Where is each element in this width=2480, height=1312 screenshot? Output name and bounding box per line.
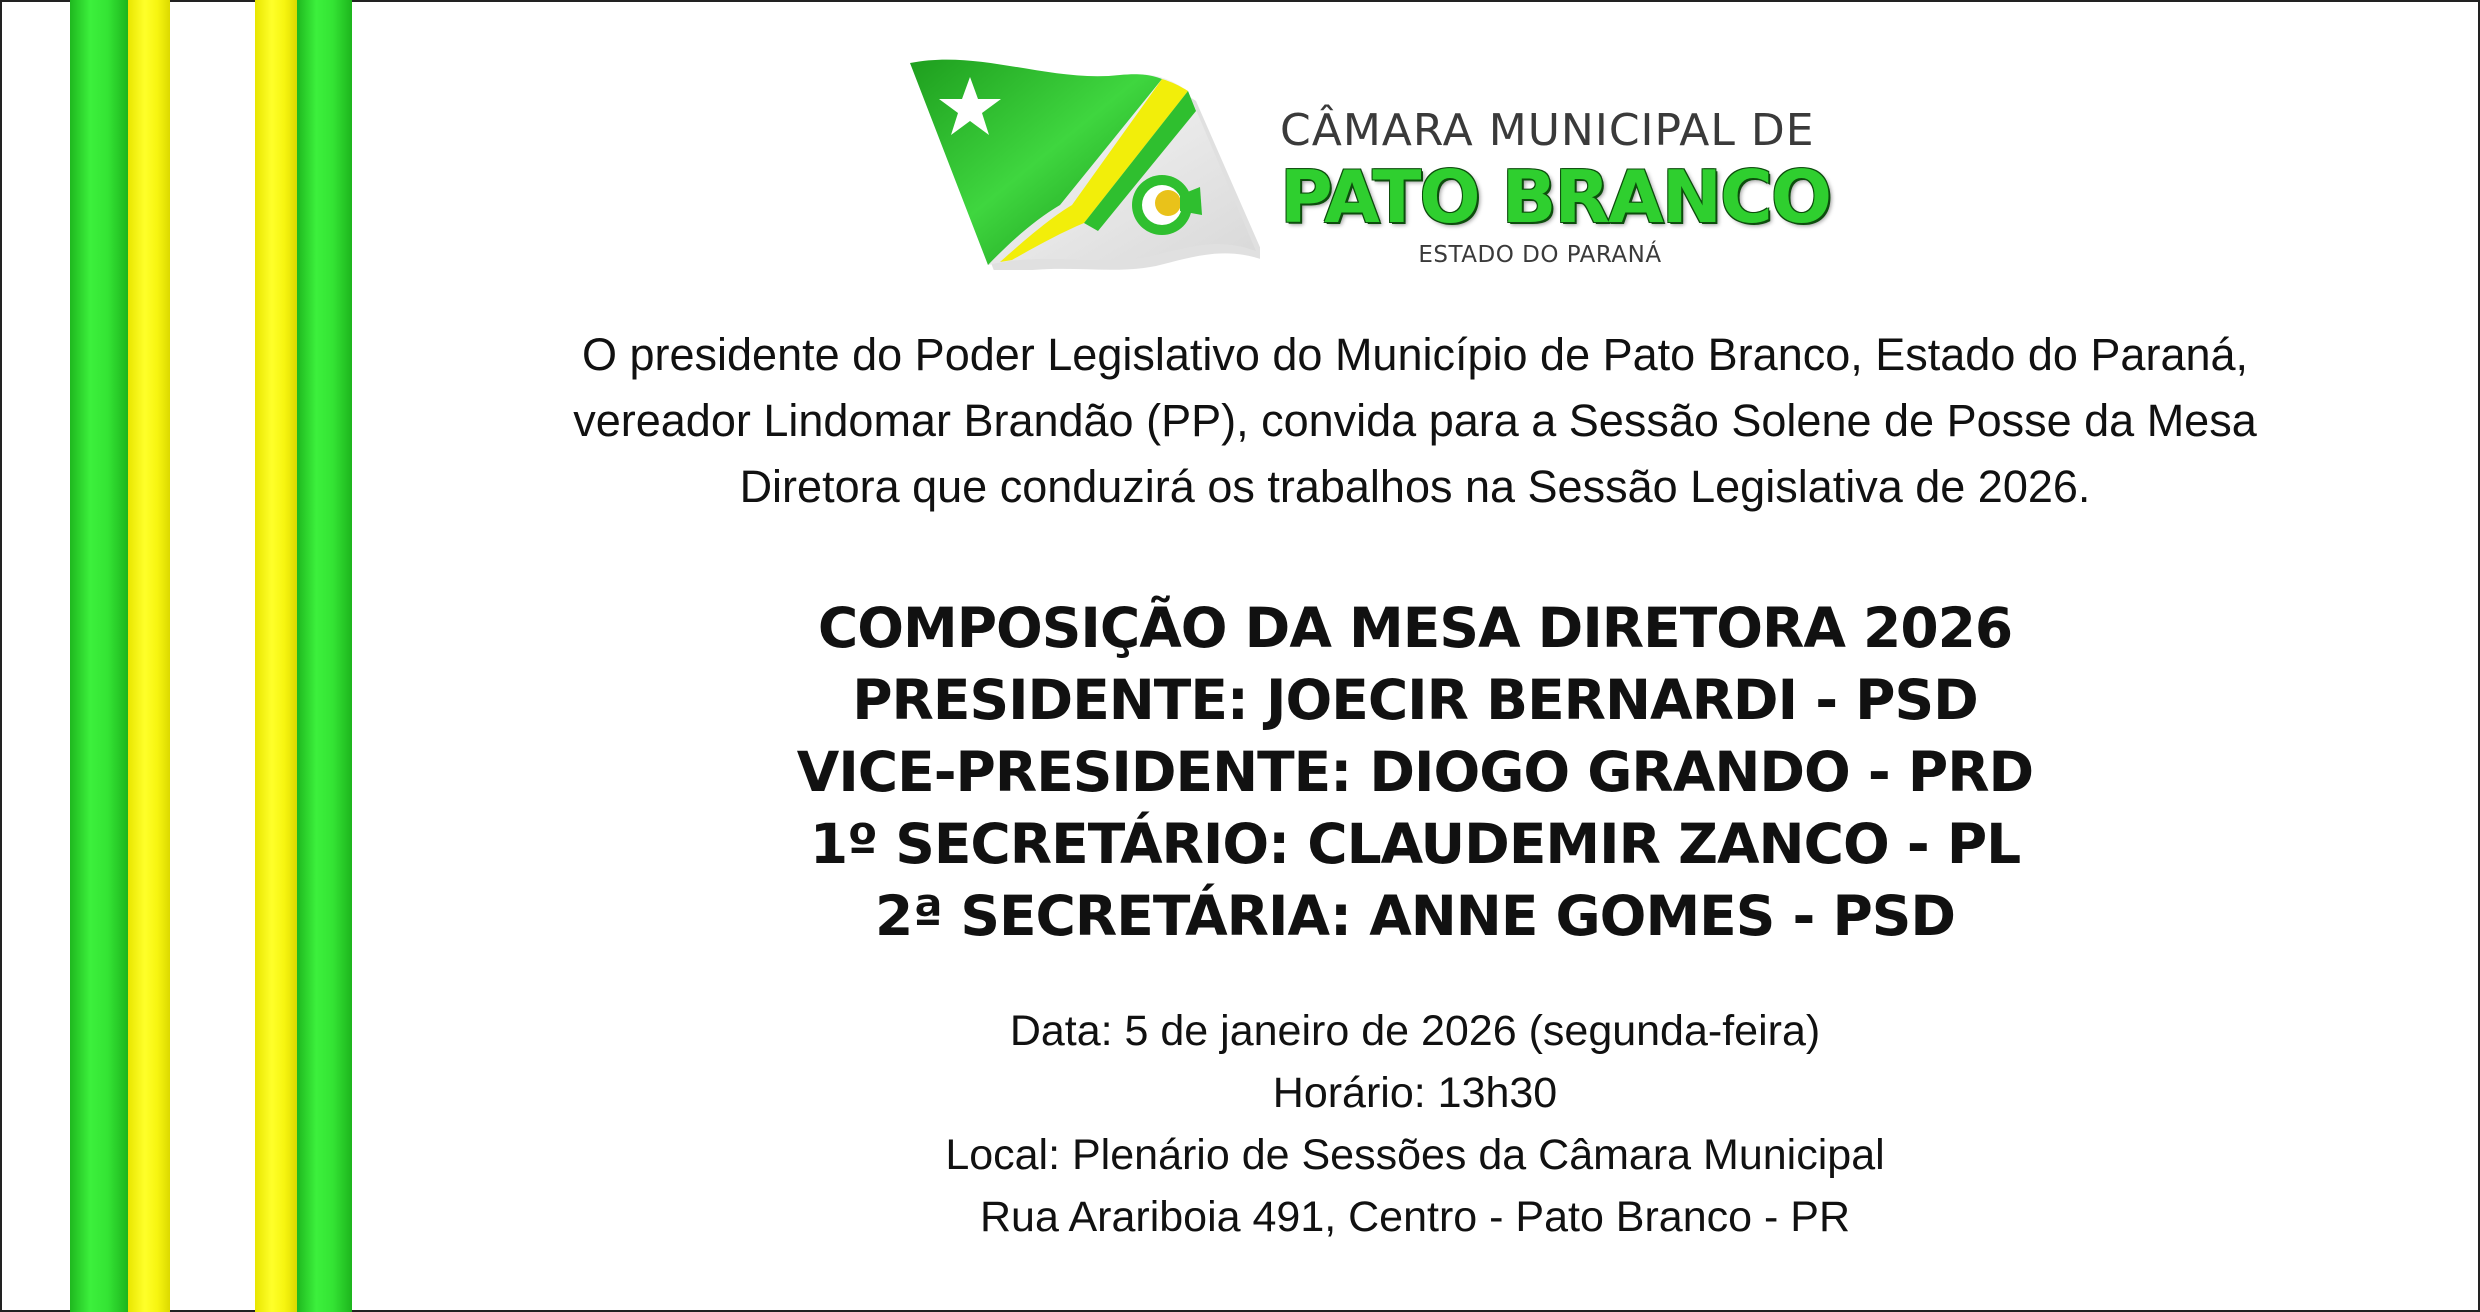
invitation-line: Diretora que conduzirá os trabalhos na Sessão Legislativa de 2026. [739, 461, 2091, 512]
event-address: Rua Arariboia 491, Centro - Pato Branco - PR [980, 1193, 1850, 1241]
green-stripe [70, 0, 128, 1312]
mesa-member: 2ª SECRETÁRIA: ANNE GOMES - PSD [874, 884, 1956, 948]
event-details [420, 1000, 2410, 1248]
mesa-title: COMPOSIÇÃO DA MESA DIRETORA 2026 [817, 596, 2013, 660]
mesa-member: VICE-PRESIDENTE: DIOGO GRANDO - PRD [796, 740, 2034, 804]
mesa-member: PRESIDENTE: JOECIR BERNARDI - PSD [852, 668, 1978, 732]
mesa-composition [420, 592, 2410, 952]
event-location: Local: Plenário de Sessões da Câmara Municipal [945, 1131, 1885, 1179]
camara-logo [900, 55, 1831, 270]
mesa-member: 1º SECRETÁRIO: CLAUDEMIR ZANCO - PL [809, 812, 2021, 876]
invitation-text [420, 322, 2410, 520]
invitation-line: O presidente do Poder Legislativo do Município de Pato Branco, Estado do Paraná, [581, 329, 2249, 380]
yellow-stripe [255, 0, 297, 1312]
yellow-stripe [128, 0, 170, 1312]
state-name: ESTADO DO PARANÁ [1418, 242, 1662, 268]
green-stripe [297, 0, 352, 1312]
invitation-line: vereador Lindomar Brandão (PP), convida para a Sessão Solene de Posse da Mesa [573, 395, 2257, 446]
city-name: PATO BRANCO [1280, 155, 1831, 239]
camara-title: CÂMARA MUNICIPAL DE [1280, 105, 1815, 156]
event-time: Horário: 13h30 [1272, 1069, 1558, 1117]
event-date: Data: 5 de janeiro de 2026 (segunda-feira) [1009, 1007, 1821, 1055]
flag-icon [900, 55, 1260, 270]
